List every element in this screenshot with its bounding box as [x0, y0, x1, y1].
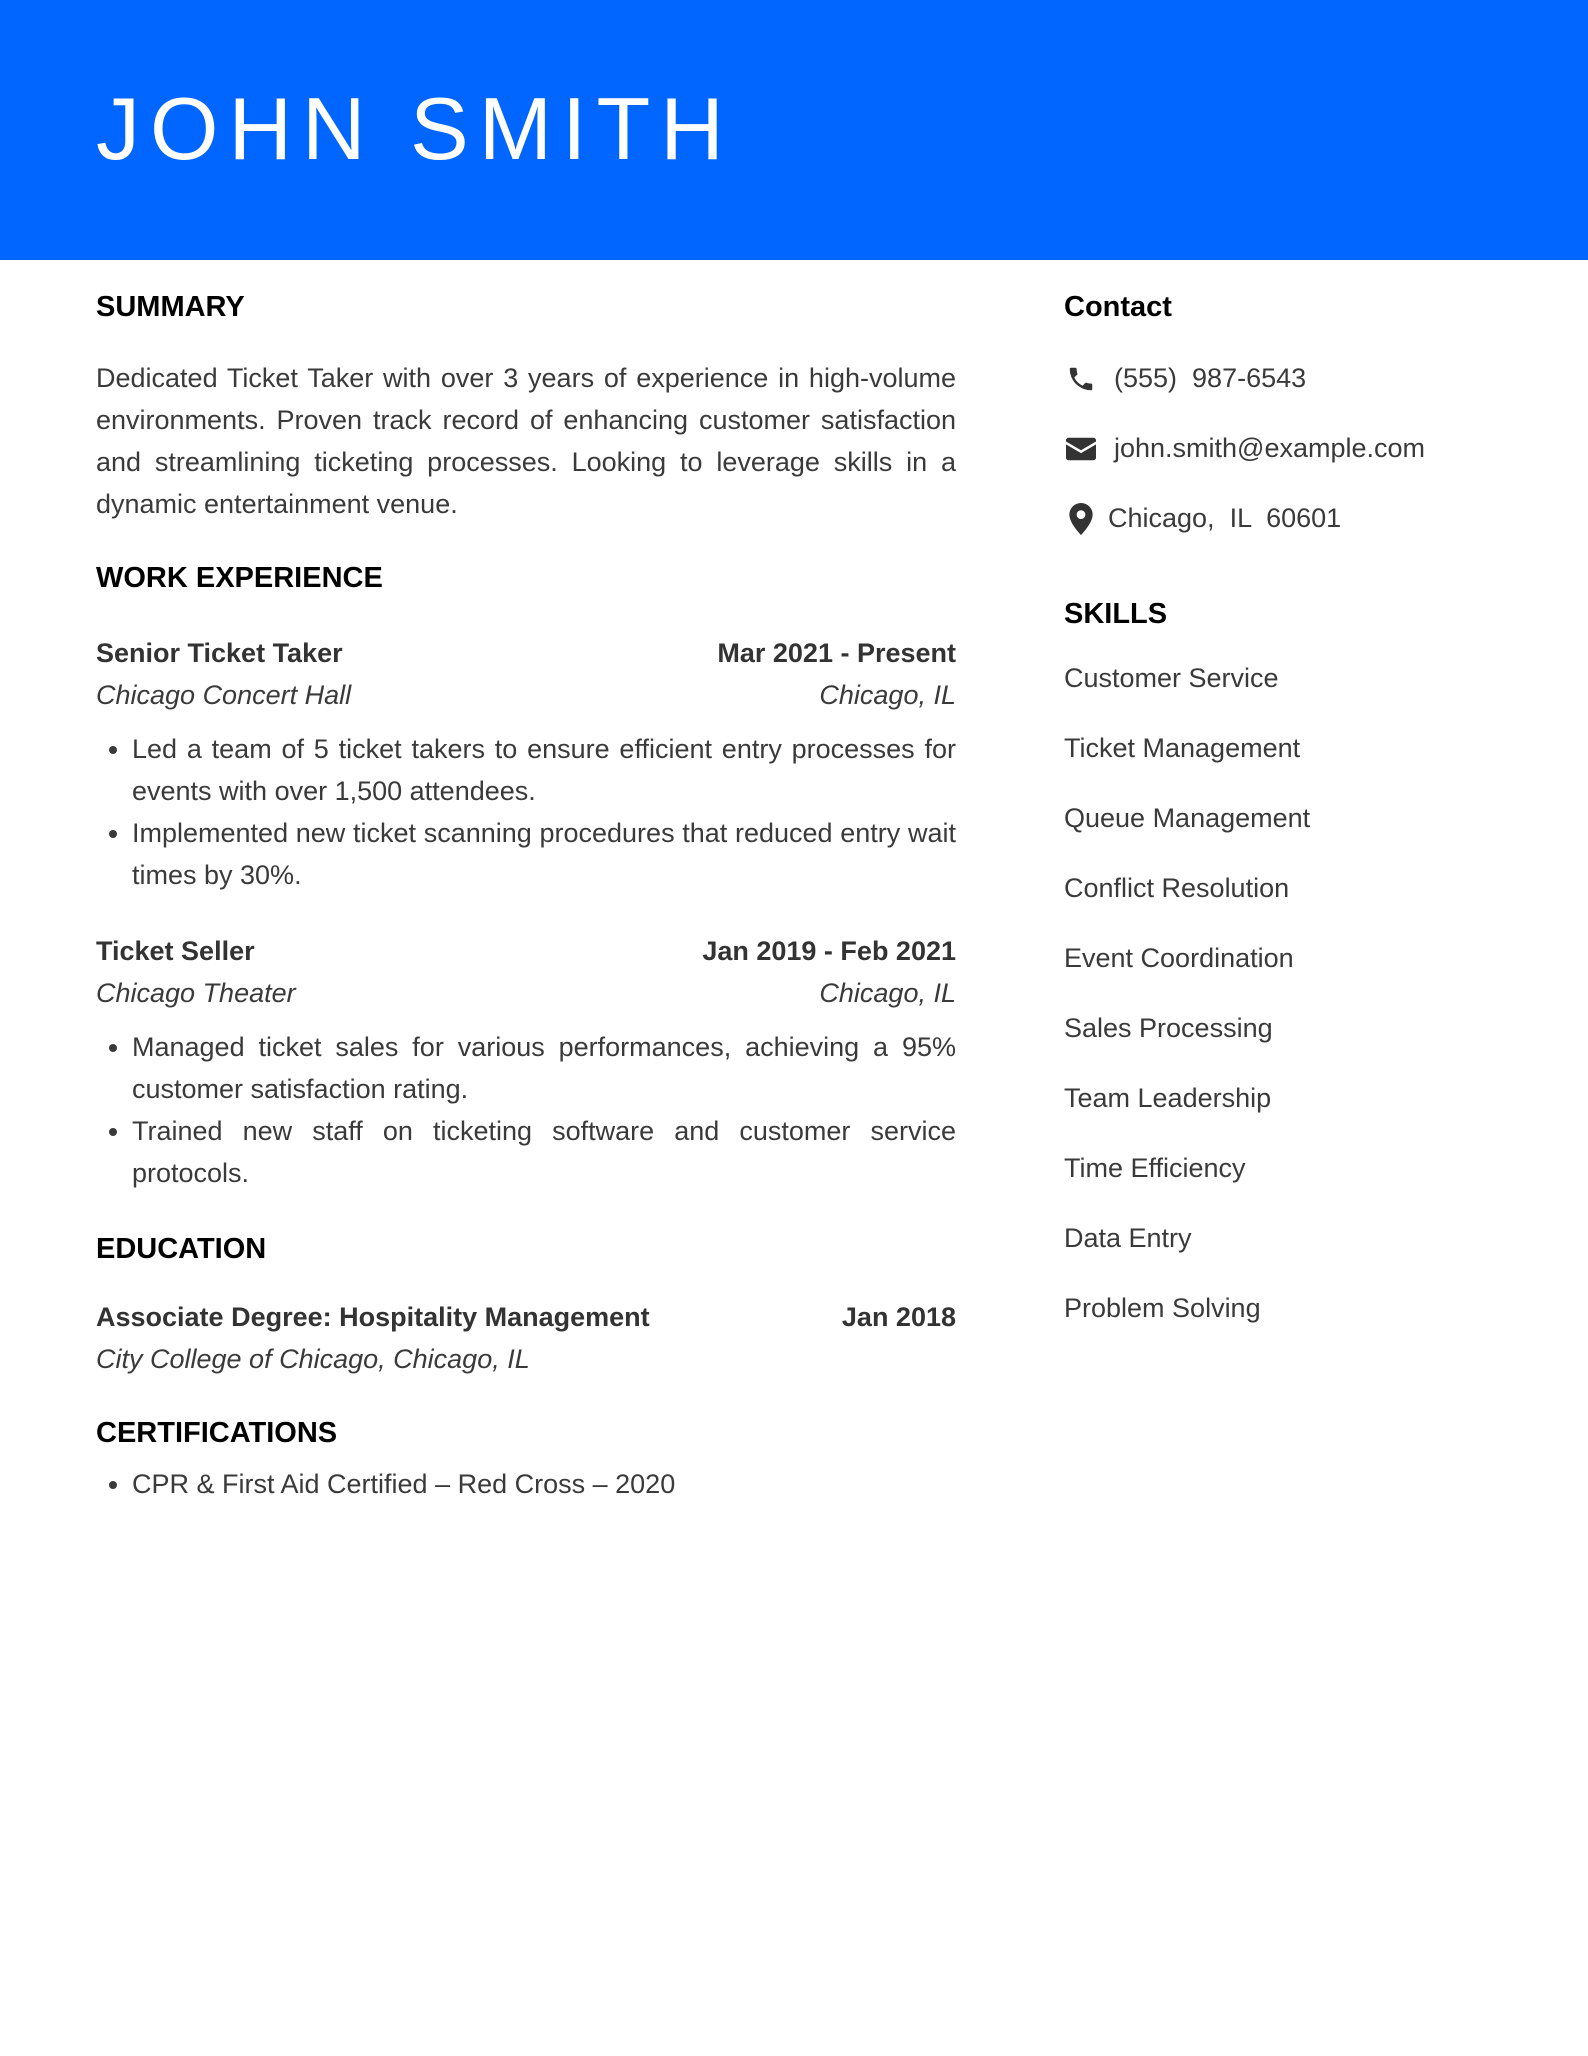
- candidate-name: JOHN SMITH: [96, 79, 734, 178]
- contact-phone: [1064, 359, 1534, 399]
- header-banner: [0, 0, 1588, 260]
- job-location: Chicago, IL: [819, 679, 956, 710]
- job-role: Senior Ticket Taker: [96, 637, 343, 668]
- skill-item: Time Efficiency: [1064, 1152, 1246, 1183]
- skill-item: Conflict Resolution: [1064, 872, 1290, 903]
- certifications-heading: CERTIFICATIONS: [96, 1417, 338, 1450]
- map-pin-icon: [1064, 502, 1098, 536]
- job-location: Chicago, IL: [819, 977, 956, 1008]
- job-dates: Jan 2019 - Feb 2021: [702, 935, 956, 966]
- main-column: [96, 290, 956, 1505]
- job-role: Ticket Seller: [96, 935, 255, 966]
- education-heading: EDUCATION: [96, 1232, 267, 1265]
- skills-heading: SKILLS: [1064, 597, 1168, 630]
- job-bullets: [96, 728, 956, 896]
- envelope-icon: [1064, 432, 1098, 466]
- contact-location: [1064, 499, 1534, 539]
- phone-icon: [1064, 362, 1098, 396]
- skill-item: Data Entry: [1064, 1222, 1192, 1253]
- job-entry: [96, 930, 956, 1194]
- education-degree: Associate Degree: Hospitality Management: [96, 1302, 650, 1333]
- job-bullet: • Led a team of 5 ticket takers to ensure efficient entry processes for events with over 1,500 attendees.: [132, 728, 956, 812]
- job-bullet: • Implemented new ticket scanning procedures that reduced entry wait times by 30%.: [132, 812, 956, 896]
- summary-heading: SUMMARY: [96, 291, 245, 323]
- job-bullets: [96, 1026, 956, 1194]
- skills-list: [1064, 658, 1534, 1328]
- email-address[interactable]: john.smith@example.com: [1114, 433, 1426, 464]
- skill-item: Sales Processing: [1064, 1012, 1273, 1043]
- skill-item: Ticket Management: [1064, 732, 1301, 763]
- job-bullet: • Managed ticket sales for various performances, achieving a 95% customer satisfaction rating.: [132, 1026, 956, 1110]
- education-date: Jan 2018: [841, 1302, 956, 1333]
- certification-item: • CPR & First Aid Certified – Red Cross – 2020: [132, 1463, 956, 1505]
- certifications-list: [96, 1463, 956, 1505]
- skill-item: Team Leadership: [1064, 1082, 1272, 1113]
- work-experience-heading: WORK EXPERIENCE: [96, 561, 383, 594]
- contact-heading: Contact: [1064, 291, 1172, 323]
- job-entry: [96, 632, 956, 896]
- job-company: Chicago Theater: [96, 977, 296, 1008]
- skill-item: Queue Management: [1064, 802, 1311, 833]
- phone-number[interactable]: (555) 987-6543: [1114, 363, 1307, 394]
- job-company: Chicago Concert Hall: [96, 679, 352, 710]
- skill-item: Problem Solving: [1064, 1292, 1261, 1323]
- contact-list: [1064, 359, 1534, 539]
- job-dates: Mar 2021 - Present: [717, 637, 956, 668]
- location-text: Chicago, IL 60601: [1108, 503, 1342, 534]
- education-entry: [96, 1296, 956, 1380]
- education-school: City College of Chicago, Chicago, IL: [96, 1344, 530, 1375]
- skill-item: Event Coordination: [1064, 942, 1294, 973]
- job-bullet: • Trained new staff on ticketing software and customer service protocols.: [132, 1110, 956, 1194]
- contact-email: [1064, 429, 1534, 469]
- summary-text: Dedicated Ticket Taker with over 3 years of experience in high-volume environments. Proven track record of enhancing customer satisfaction and streamlining ticketing processes. Looking to leverage skills in a dynamic entertainment venue.: [96, 362, 956, 519]
- sidebar-column: [1064, 290, 1534, 1358]
- skill-item: Customer Service: [1064, 662, 1279, 693]
